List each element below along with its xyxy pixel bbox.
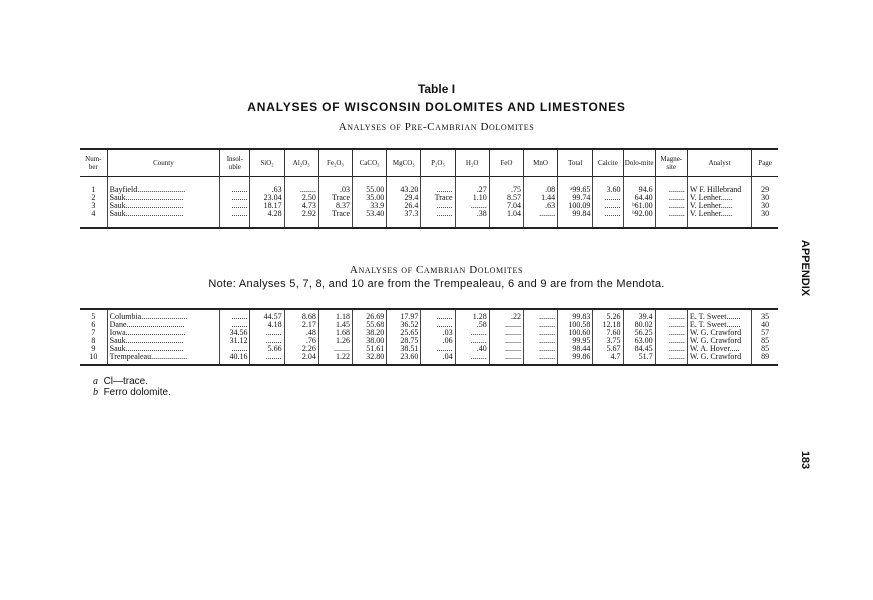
total-cell: 100.58 [558,321,593,329]
county-cell: Bayfield........................ [107,186,220,194]
page-number: 183 [799,450,811,470]
h2o-cell: .38 [455,210,489,218]
table-row [80,345,778,353]
h2o-cell: ........ [455,353,489,361]
mno-cell: ........ [523,345,557,353]
table-row [80,337,778,345]
mgco3-cell: 38.51 [387,345,421,353]
footnote-b [93,387,171,398]
p2o5-cell: ........ [421,210,455,218]
dolomite-cell: 80.02 [623,321,655,329]
fe2o3-cell: Trace [318,194,352,202]
row-number: 10 [89,353,98,361]
page-cell: 35 [752,313,778,321]
mno-cell: 1.44 [523,194,557,202]
page-cell: 30 [752,194,778,202]
mno-cell: ........ [523,329,557,337]
p2o5-cell: ........ [421,313,455,321]
mno-cell: ........ [523,321,557,329]
analyst-cell: V. Lenher...... [687,202,751,210]
analyst-cell: W. G. Crawford [687,337,751,345]
header-magnesite: Magne-site [655,149,687,177]
caco3-cell: 33.9 [353,202,387,210]
mgco3-cell: 25.65 [387,329,421,337]
feo-cell: ........ [489,329,523,337]
row-number: 2 [91,194,96,202]
header-mno: MnO [523,149,557,177]
page-cell: 29 [752,186,778,194]
al2o3-cell: ........ [284,186,318,194]
insoluble-cell: ........ [220,194,250,202]
feo-cell: ........ [489,345,523,353]
sio2-cell: ........ [250,337,284,345]
total-cell: 99.84 [558,210,593,218]
header-fe2o3: Fe₂O₃ [318,149,352,177]
p2o5-cell: ........ [421,345,455,353]
total-cell: 99.86 [558,353,593,361]
footnotes [93,376,171,398]
fe2o3-cell: 1.45 [318,321,352,329]
header-page: Page [752,149,778,177]
header-analyst: Analyst [687,149,751,177]
magnesite-cell: ........ [655,313,687,321]
table-row [80,186,778,194]
fe2o3-cell: .03 [318,186,352,194]
p2o5-cell: ........ [421,321,455,329]
page-cell: 30 [752,210,778,218]
county-cell: Sauk............................. [107,345,220,353]
h2o-cell: 1.28 [455,313,489,321]
fe2o3-cell: ........ [318,345,352,353]
calcite-cell: 3.75 [593,337,623,345]
footnote-a [93,376,171,387]
p2o5-cell: .06 [421,337,455,345]
calcite-cell: 12.18 [593,321,623,329]
sio2-cell: 44.57 [250,313,284,321]
header-dolomite: Dolo-mite [623,149,655,177]
section1-title: Analyses of Pre-Cambrian Dolomites [338,121,535,133]
caco3-cell: 26.69 [353,313,387,321]
header-sio2: SiO₂ [250,149,284,177]
spacer-row [80,218,778,228]
analyst-cell: W. G. Crawford [687,353,751,361]
al2o3-cell: 2.92 [284,210,318,218]
page-cell: 57 [752,329,778,337]
p2o5-cell: ........ [421,186,455,194]
h2o-cell: ........ [455,337,489,345]
total-cell: 100.60 [558,329,593,337]
sio2-cell: 5.66 [250,345,284,353]
al2o3-cell: 8.68 [284,313,318,321]
row-number: 9 [91,345,96,353]
feo-cell: 7.04 [489,202,523,210]
calcite-cell: 4.7 [593,353,623,361]
pre-cambrian-table [80,148,778,229]
county-cell: Sauk............................. [107,194,220,202]
insoluble-cell: ........ [220,186,250,194]
caco3-cell: 55.68 [353,321,387,329]
fe2o3-cell: 1.68 [318,329,352,337]
insoluble-cell: ........ [220,210,250,218]
table-row [80,210,778,218]
calcite-cell: 3.60 [593,186,623,194]
mgco3-cell: 36.52 [387,321,421,329]
row-number: 3 [91,202,96,210]
al2o3-cell: 2.17 [284,321,318,329]
header-county: County [107,149,220,177]
h2o-cell: .40 [455,345,489,353]
analyst-cell: W. G. Crawford [687,329,751,337]
fe2o3-cell: Trace [318,210,352,218]
table-row [80,353,778,361]
feo-cell: 8.57 [489,194,523,202]
county-cell: Columbia....................... [107,313,220,321]
magnesite-cell: ........ [655,210,687,218]
county-cell: Sauk............................. [107,337,220,345]
table-row [80,194,778,202]
caco3-cell: 32.80 [353,353,387,361]
caco3-cell: 55.00 [353,186,387,194]
magnesite-cell: ........ [655,353,687,361]
header-mgco3: MgCO₃ [387,149,421,177]
row-number: 8 [91,337,96,345]
mno-cell: .08 [523,186,557,194]
h2o-cell: ........ [455,202,489,210]
mno-cell: ........ [523,210,557,218]
p2o5-cell: .04 [421,353,455,361]
cambrian-table [80,308,778,366]
sio2-cell: ........ [250,329,284,337]
p2o5-cell: Trace [421,194,455,202]
spacer-row [80,177,778,187]
mgco3-cell: 23.60 [387,353,421,361]
dolomite-cell: 94.6 [623,186,655,194]
section2-title: Analyses of Cambrian Dolomites [349,264,524,276]
table-row [80,321,778,329]
total-cell: 99.95 [558,337,593,345]
insoluble-cell: ........ [220,313,250,321]
total-cell: 100.09 [558,202,593,210]
note-text: Note: Analyses 5, 7, 8, and 10 are from the Trempealeau, 6 and 9 are from the Mendota. [208,278,665,290]
magnesite-cell: ........ [655,194,687,202]
magnesite-cell: ........ [655,345,687,353]
caco3-cell: 53.40 [353,210,387,218]
dolomite-cell: 56.25 [623,329,655,337]
page-cell: 85 [752,345,778,353]
row-number: 4 [91,210,96,218]
h2o-cell: .58 [455,321,489,329]
footnote-a-mark: a [93,376,98,387]
header-total: Total [558,149,593,177]
row-number: 5 [91,313,96,321]
side-label-appendix: APPENDIX [799,239,811,297]
total-cell: 98.44 [558,345,593,353]
p2o5-cell: .03 [421,329,455,337]
page-cell: 40 [752,321,778,329]
fe2o3-cell: 1.22 [318,353,352,361]
sio2-cell: .63 [250,186,284,194]
row-number: 7 [91,329,96,337]
al2o3-cell: 2.50 [284,194,318,202]
county-cell: Sauk............................. [107,210,220,218]
sio2-cell: 4.28 [250,210,284,218]
dolomite-cell: 84.45 [623,345,655,353]
al2o3-cell: 2.26 [284,345,318,353]
analyst-cell: V. Lenher...... [687,194,751,202]
header-number: Num-ber [85,155,102,171]
spacer-row [80,361,778,365]
dolomite-cell: ᵇ92.00 [623,210,655,218]
page-cell: 89 [752,353,778,361]
header-feo: FeO [489,149,523,177]
dolomite-cell: 63.00 [623,337,655,345]
fe2o3-cell: 8.37 [318,202,352,210]
mno-cell: .63 [523,202,557,210]
al2o3-cell: .48 [284,329,318,337]
insoluble-cell: 40.16 [220,353,250,361]
magnesite-cell: ........ [655,186,687,194]
page-cell: 85 [752,337,778,345]
calcite-cell: ........ [593,202,623,210]
calcite-cell: 5.67 [593,345,623,353]
insoluble-cell: ........ [220,321,250,329]
calcite-cell: ........ [593,194,623,202]
insoluble-cell: 34.56 [220,329,250,337]
caco3-cell: 35.00 [353,194,387,202]
header-p2o5: P₂O₅ [421,149,455,177]
analyst-cell: W F. Hillebrand [687,186,751,194]
dolomite-cell: ᵇ61.00 [623,202,655,210]
caco3-cell: 38.20 [353,329,387,337]
insoluble-cell: 31.12 [220,337,250,345]
sio2-cell: ........ [250,353,284,361]
fe2o3-cell: 1.26 [318,337,352,345]
table-row [80,329,778,337]
analyst-cell: W. A. Hover..... [687,345,751,353]
mgco3-cell: 43.20 [387,186,421,194]
table-label: Table I [417,82,456,96]
dolomite-cell: 51.7 [623,353,655,361]
row-number: 6 [91,321,96,329]
table-row [80,202,778,210]
feo-cell: .75 [489,186,523,194]
calcite-cell: 7.60 [593,329,623,337]
h2o-cell: ........ [455,329,489,337]
fe2o3-cell: 1.18 [318,313,352,321]
sio2-cell: 4.18 [250,321,284,329]
mgco3-cell: 26.4 [387,202,421,210]
header-al2o3: Al₂O₃ [284,149,318,177]
total-cell: 99.74 [558,194,593,202]
total-cell: ᵃ99.65 [558,186,593,194]
mno-cell: ........ [523,353,557,361]
row-number: 1 [91,186,96,194]
calcite-cell: 5.26 [593,313,623,321]
magnesite-cell: ........ [655,202,687,210]
footnote-a-text: Cl—trace. [103,376,149,387]
feo-cell: ........ [489,337,523,345]
magnesite-cell: ........ [655,337,687,345]
mno-cell: ........ [523,337,557,345]
magnesite-cell: ........ [655,329,687,337]
footnote-b-mark: b [93,387,98,398]
calcite-cell: ........ [593,210,623,218]
analyst-cell: E. T. Sweet....... [687,321,751,329]
feo-cell: 1.04 [489,210,523,218]
county-cell: Dane............................. [107,321,220,329]
mgco3-cell: 17.97 [387,313,421,321]
header-calcite: Calcite [593,149,623,177]
mgco3-cell: 37.3 [387,210,421,218]
mgco3-cell: 29.4 [387,194,421,202]
feo-cell: ........ [489,321,523,329]
h2o-cell: 1.10 [455,194,489,202]
mno-cell: ........ [523,313,557,321]
footnote-b-text: Ferro dolomite. [103,387,171,398]
page-cell: 30 [752,202,778,210]
al2o3-cell: 4.73 [284,202,318,210]
analyst-cell: E. T. Sweet....... [687,313,751,321]
caco3-cell: 51.61 [353,345,387,353]
sio2-cell: 23.04 [250,194,284,202]
header-h2o: H₂O [455,149,489,177]
sio2-cell: 18.17 [250,202,284,210]
insoluble-cell: ........ [220,345,250,353]
dolomite-cell: 39.4 [623,313,655,321]
insoluble-cell: ........ [220,202,250,210]
header-row [80,149,778,177]
main-title: ANALYSES OF WISCONSIN DOLOMITES AND LIMESTONES [247,100,626,114]
mgco3-cell: 28.75 [387,337,421,345]
feo-cell: .22 [489,313,523,321]
county-cell: Sauk............................. [107,202,220,210]
al2o3-cell: .76 [284,337,318,345]
caco3-cell: 38.00 [353,337,387,345]
table-row [80,313,778,321]
analyst-cell: V. Lenher...... [687,210,751,218]
county-cell: Trempealeau.................. [107,353,220,361]
feo-cell: ........ [489,353,523,361]
header-insoluble: Insol-uble [220,149,250,177]
total-cell: 99.83 [558,313,593,321]
p2o5-cell: ........ [421,202,455,210]
header-caco3: CaCO₃ [353,149,387,177]
al2o3-cell: 2.04 [284,353,318,361]
magnesite-cell: ........ [655,321,687,329]
h2o-cell: .27 [455,186,489,194]
county-cell: Iowa.............................. [107,329,220,337]
dolomite-cell: 64.40 [623,194,655,202]
